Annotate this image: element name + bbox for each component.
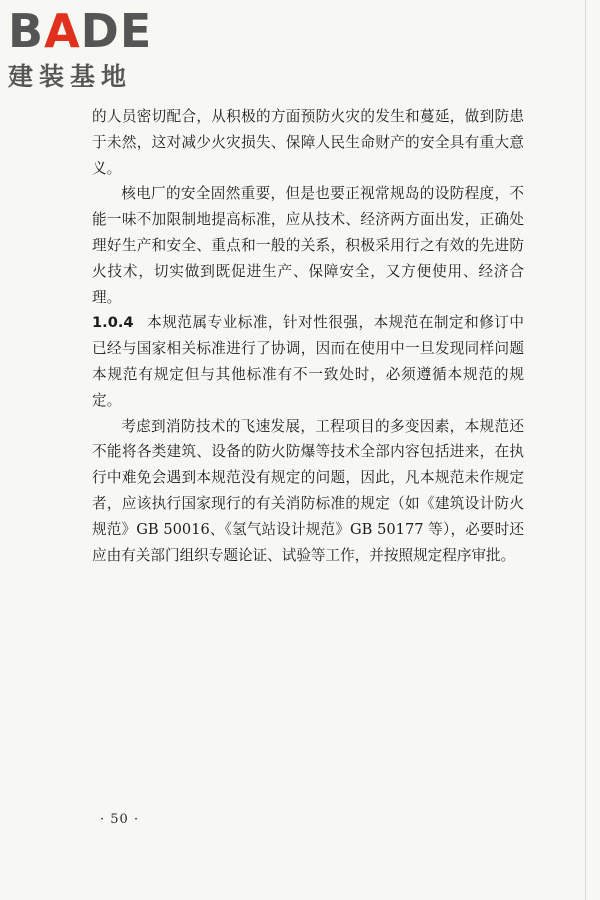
clause-number: 1.0.4 [92,314,134,332]
logo-wordmark [8,6,178,56]
paragraph-1: 的人员密切配合，从积极的方面预防火灾的发生和蔓延，做到防患于未然，这对减少火灾损失、保障人民生命财产的安全具有重大意义。 [92,108,524,177]
clause-text: 本规范属专业标准，针对性很强，本规范在制定和修订中已经与国家相关标准进行了协调，因而在使用中一旦发现同样问题本规范有规定但与其他标准有不一致处时，必须遵循本规范的规定。 [92,314,524,409]
paragraph-4: 考虑到消防技术的飞速发展，工程项目的多变因素，本规范还不能将各类建筑、设备的防火防爆等技术全部内容包括进来，在执行中难免会遇到本规范没有规定的问题，因此，凡本规范未作规定者，应该执行国家现行的有关消防标准的规定（如《建筑设计防火规范》GB 50016、《氢气站设计规范》GB 50177 等），必要时还应由有关部门组织专题论证、试验等工作，并按照规定程序审批。 [92,417,524,564]
logo-letter-a: A [44,4,81,58]
logo-letters-de: DE [80,4,153,58]
scan-edge-line [585,0,586,900]
logo-letter-b: B [8,4,45,58]
page-number: · 50 · [100,812,140,827]
paragraph-2: 核电厂的安全固然重要，但是也要正视常规岛的设防程度，不能一味不加限制地提高标准，应从技术、经济两方面出发，正确处理好生产和安全、重点和一般的关系，积极采用行之有效的先进防火技术，切实做到既促进生产、保障安全，又方便使用、经济合理。 [92,185,524,306]
logo-subtitle: 建装基地 [8,62,133,91]
clause-1-0-4 [92,310,524,413]
page-content [92,104,524,568]
bade-logo [8,6,178,96]
